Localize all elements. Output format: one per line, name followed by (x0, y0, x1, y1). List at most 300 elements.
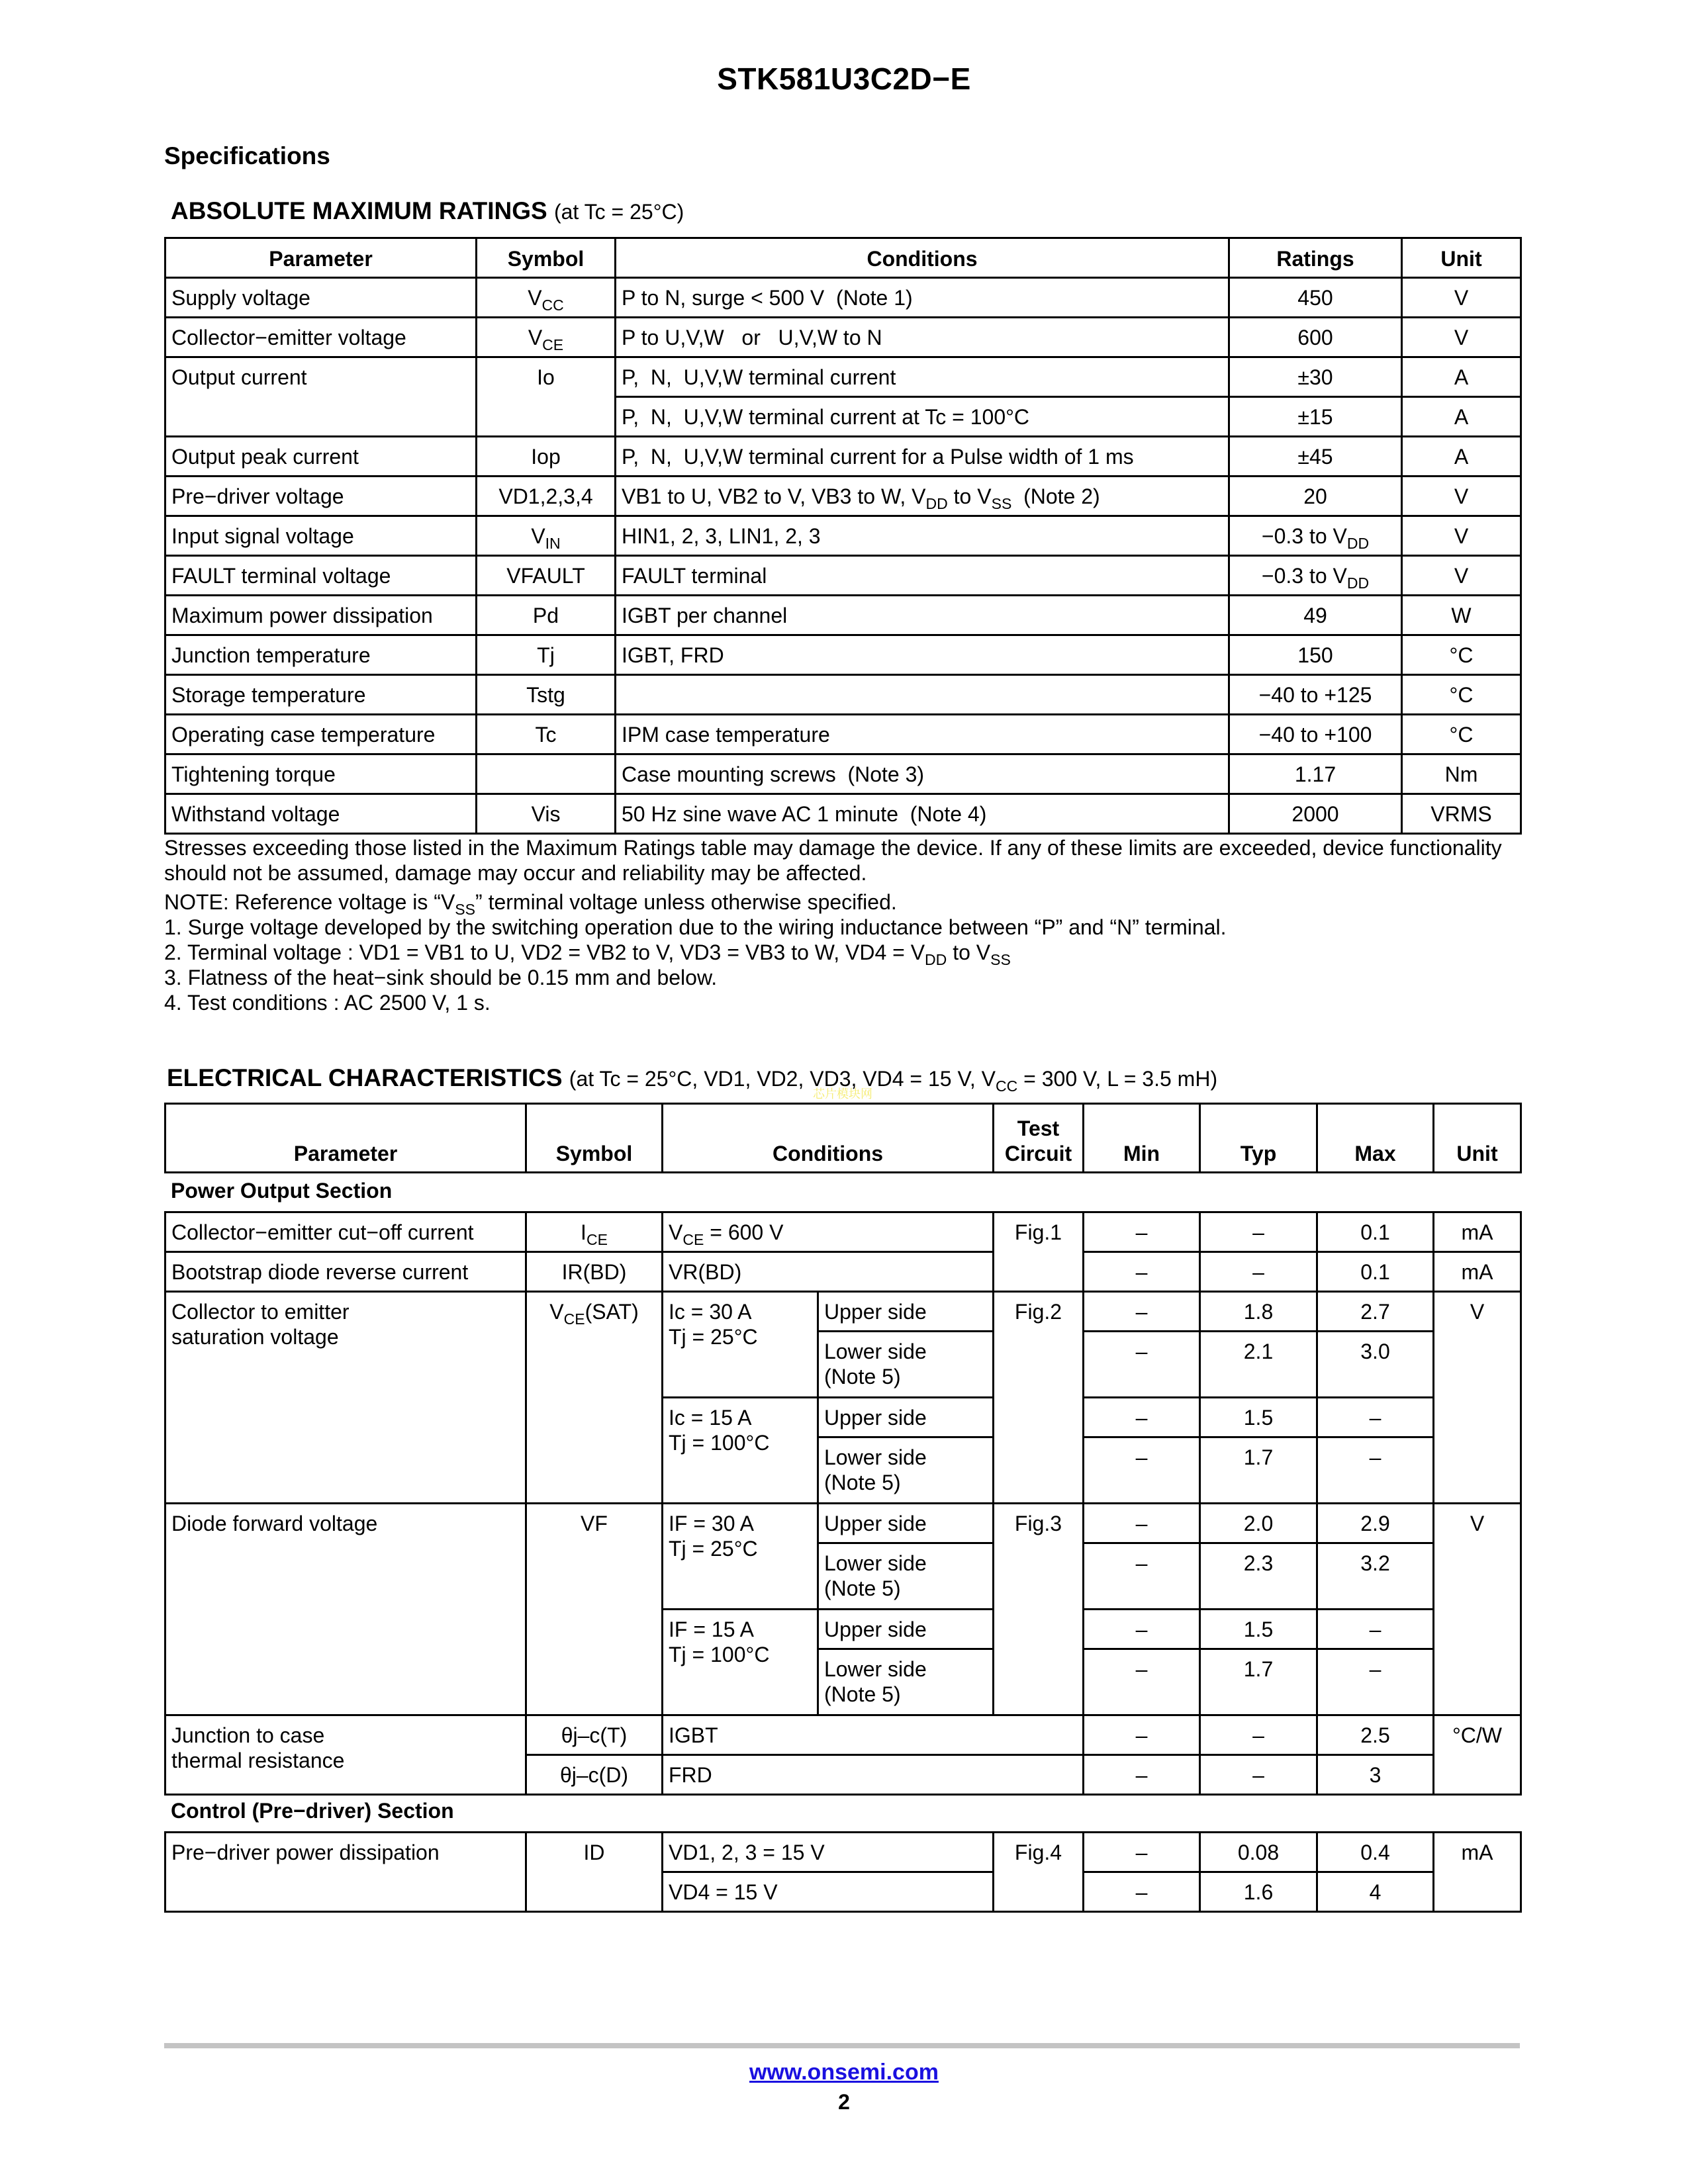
cond-text: (at Tc = 25°C, VD1, VD2, VD3, VD4 = 15 V, V (569, 1067, 996, 1091)
current-condition: Ic = 30 A (669, 1300, 752, 1324)
max-cell: 2.5 (1317, 1715, 1434, 1755)
symbol-cell (477, 675, 616, 715)
rating-cell (1229, 318, 1402, 357)
table-row (165, 675, 1521, 715)
conditions-text: 50 Hz sine wave AC 1 minute (Note 4) (622, 802, 987, 826)
table-row (165, 556, 1521, 596)
symbol-text: I (581, 1220, 586, 1244)
side-text: Lower side (824, 1657, 927, 1681)
abs-max-condition: (at Tc = 25°C) (553, 200, 684, 224)
side-text: Lower side (824, 1340, 927, 1363)
typ-cell: 1.6 (1200, 1872, 1317, 1912)
temperature-condition: Tj = 25°C (669, 1537, 758, 1561)
col-unit: Unit (1434, 1104, 1521, 1173)
table-row (165, 1833, 1521, 1872)
rating-value: −40 to +125 (1258, 683, 1372, 707)
table-row (165, 794, 1521, 834)
table-row (165, 1504, 1521, 1543)
current-condition: Ic = 15 A (669, 1406, 752, 1430)
conditions-text: IGBT per channel (622, 604, 788, 627)
note-sub: SS (990, 951, 1011, 969)
table-row (165, 1252, 1521, 1292)
note-text: NOTE: Reference voltage is “V (164, 890, 455, 914)
side-note: (Note 5) (824, 1576, 901, 1600)
unit-cell: °C/W (1434, 1715, 1521, 1795)
side-cell (818, 1649, 994, 1715)
min-cell: – (1084, 1437, 1200, 1504)
rating-cell (1229, 596, 1402, 635)
parameter-cell: FAULT terminal voltage (165, 556, 477, 596)
table-row (165, 596, 1521, 635)
conditions-cell (616, 318, 1229, 357)
max-cell: 4 (1317, 1872, 1434, 1912)
side-note: (Note 5) (824, 1682, 901, 1706)
conditions-text: P, N, U,V,W terminal current at Tc = 100°C (622, 405, 1030, 429)
min-cell: – (1084, 1252, 1200, 1292)
table-row (165, 1292, 1521, 1332)
conditions-cell (616, 794, 1229, 834)
onsemi-link[interactable]: www.onsemi.com (749, 2060, 939, 2085)
note-3: 3. Flatness of the heat−sink should be 0.15 mm and below. (164, 966, 718, 989)
table-header-row (165, 1104, 1521, 1173)
parameter-cell: Tightening torque (165, 754, 477, 794)
symbol-text: Pd (532, 604, 559, 627)
col-parameter: Parameter (165, 238, 477, 278)
rating-cell (1229, 794, 1402, 834)
conditions-cell: FRD (663, 1755, 1084, 1795)
parameter-cell: Output current (165, 357, 477, 437)
symbol-cell (526, 1212, 663, 1252)
typ-cell: – (1200, 1755, 1317, 1795)
min-cell: – (1084, 1649, 1200, 1715)
symbol-sub: CC (541, 296, 564, 314)
symbol-sub: CE (542, 336, 564, 354)
conditions-text: P to N, surge < 500 V (Note 1) (622, 286, 913, 310)
symbol-cell (526, 1504, 663, 1715)
unit-cell: V (1402, 477, 1521, 516)
symbol-sub: CE (586, 1231, 608, 1249)
rating-value: 1.17 (1294, 762, 1336, 786)
symbol-text: V (528, 286, 542, 310)
typ-cell: 2.3 (1200, 1543, 1317, 1610)
symbol-text: Vis (531, 802, 561, 826)
conditions-cell (616, 357, 1229, 397)
conditions-cell: IGBT (663, 1715, 1084, 1755)
parameter-cell: Storage temperature (165, 675, 477, 715)
max-cell: 0.1 (1317, 1252, 1434, 1292)
unit-cell: °C (1402, 635, 1521, 675)
col-conditions: Conditions (616, 238, 1229, 278)
test-circuit-cell: Fig.2 (994, 1292, 1084, 1504)
symbol-text: Io (537, 365, 555, 389)
parameter-cell (165, 1715, 526, 1795)
unit-cell: VRMS (1402, 794, 1521, 834)
unit-cell: °C (1402, 675, 1521, 715)
conditions-cell (616, 635, 1229, 675)
parameter-cell: Pre−driver voltage (165, 477, 477, 516)
symbol-text: Tstg (526, 683, 565, 707)
min-cell: – (1084, 1610, 1200, 1649)
conditions-cell: VD1, 2, 3 = 15 V (663, 1833, 994, 1872)
parameter-cell: Maximum power dissipation (165, 596, 477, 635)
stress-note: Stresses exceeding those listed in the Maximum Ratings table may damage the device. If any of these limits are exceeded, device functionality should not be assumed, damage may occur and reliability may be affected. (164, 836, 1502, 885)
max-cell: 0.4 (1317, 1833, 1434, 1872)
conditions-cell (616, 715, 1229, 754)
side-cell (818, 1332, 994, 1398)
max-cell: – (1317, 1398, 1434, 1437)
min-cell: – (1084, 1755, 1200, 1795)
conditions-cell (616, 675, 1229, 715)
note-1: 1. Surge voltage developed by the switching operation due to the wiring inductance between “P” and “N” terminal. (164, 915, 1227, 939)
symbol-text: VD1,2,3,4 (498, 484, 593, 508)
symbol-cell (477, 357, 616, 437)
side-text: Upper side (824, 1406, 927, 1430)
unit-cell: A (1402, 397, 1521, 437)
rating-sub: DD (1346, 574, 1370, 592)
conditions-sub: DD (925, 495, 948, 513)
rating-sub: DD (1346, 535, 1370, 553)
abs-max-heading (171, 197, 684, 225)
rating-value: −0.3 to V (1261, 524, 1347, 548)
symbol-text: V (549, 1300, 564, 1324)
symbol-text: V (531, 524, 545, 548)
parameter-text: Collector to emitter (171, 1300, 350, 1324)
unit-cell: V (1402, 556, 1521, 596)
side-text: Upper side (824, 1512, 927, 1535)
typ-cell: – (1200, 1252, 1317, 1292)
parameter-cell: Withstand voltage (165, 794, 477, 834)
side-cell (818, 1504, 994, 1543)
col-typ: Typ (1200, 1104, 1317, 1173)
min-cell: – (1084, 1872, 1200, 1912)
elec-title: ELECTRICAL CHARACTERISTICS (167, 1064, 563, 1091)
min-cell: – (1084, 1833, 1200, 1872)
conditions-text: Case mounting screws (Note 3) (622, 762, 925, 786)
min-cell: – (1084, 1212, 1200, 1252)
side-text: Lower side (824, 1551, 927, 1575)
symbol-cell: θj–c(T) (526, 1715, 663, 1755)
table-row (165, 357, 1521, 397)
symbol-cell (477, 794, 616, 834)
conditions-cell (616, 477, 1229, 516)
unit-cell: °C (1402, 715, 1521, 754)
max-cell: 0.1 (1317, 1212, 1434, 1252)
unit-cell: V (1402, 516, 1521, 556)
min-cell: – (1084, 1715, 1200, 1755)
symbol-cell (477, 715, 616, 754)
symbol-text: Tc (535, 723, 557, 747)
rating-value: 450 (1297, 286, 1333, 310)
parameter-cell: Collector−emitter voltage (165, 318, 477, 357)
condition-group-cell (663, 1398, 818, 1504)
unit-cell: A (1402, 437, 1521, 477)
parameter-text: saturation voltage (171, 1325, 339, 1349)
conditions-text: P, N, U,V,W terminal current (622, 365, 896, 389)
conditions-cell (616, 596, 1229, 635)
typ-cell: 0.08 (1200, 1833, 1317, 1872)
symbol-cell (477, 437, 616, 477)
note-text: 2. Terminal voltage : VD1 = VB1 to U, VD2 = VB2 to V, VD3 = VB3 to W, VD4 = V (164, 940, 925, 964)
elec-header-table (164, 1103, 1522, 1173)
rating-cell (1229, 516, 1402, 556)
rating-cell (1229, 357, 1402, 397)
symbol-cell (477, 278, 616, 318)
footer-divider (164, 2043, 1520, 2048)
max-cell: – (1317, 1649, 1434, 1715)
unit-cell: A (1402, 357, 1521, 397)
table-row (165, 516, 1521, 556)
rating-cell (1229, 635, 1402, 675)
symbol-cell (477, 635, 616, 675)
rating-value: ±15 (1297, 405, 1333, 429)
conditions-text: P to U,V,W or U,V,W to N (622, 326, 882, 349)
max-cell: 2.7 (1317, 1292, 1434, 1332)
parameter-cell (165, 1504, 526, 1715)
symbol-cell: θj–c(D) (526, 1755, 663, 1795)
conditions-text: (Note 2) (1011, 484, 1100, 508)
parameter-cell: Bootstrap diode reverse current (165, 1252, 526, 1292)
parameter-cell: Output peak current (165, 437, 477, 477)
side-text: Lower side (824, 1445, 927, 1469)
symbol-text: Tj (537, 643, 555, 667)
min-cell: – (1084, 1292, 1200, 1332)
power-output-section-heading: Power Output Section (171, 1179, 393, 1203)
footer-link-wrap (0, 2060, 1688, 2085)
conditions-cell (616, 397, 1229, 437)
conditions-cell (616, 437, 1229, 477)
conditions-text: P, N, U,V,W terminal current for a Pulse width of 1 ms (622, 445, 1134, 469)
min-cell: – (1084, 1543, 1200, 1610)
conditions-text: V (669, 1220, 683, 1244)
typ-cell: 1.7 (1200, 1649, 1317, 1715)
col-max: Max (1317, 1104, 1434, 1173)
parameter-cell (165, 1292, 526, 1504)
conditions-text: FAULT terminal (622, 564, 767, 588)
rating-value: 600 (1297, 326, 1333, 349)
parameter-cell: Junction temperature (165, 635, 477, 675)
parameter-cell: Collector−emitter cut−off current (165, 1212, 526, 1252)
table-row (165, 1715, 1521, 1755)
conditions-cell (616, 754, 1229, 794)
abs-max-table (164, 237, 1522, 835)
rating-value: −40 to +100 (1258, 723, 1372, 747)
test-circuit-cell: Fig.4 (994, 1833, 1084, 1912)
max-cell: 2.9 (1317, 1504, 1434, 1543)
temperature-condition: Tj = 100°C (669, 1431, 770, 1455)
conditions-cell (616, 278, 1229, 318)
typ-cell: – (1200, 1212, 1317, 1252)
note-text: ” terminal voltage unless otherwise specified. (475, 890, 897, 914)
cond-sub: CC (996, 1077, 1018, 1095)
conditions-sub: SS (991, 495, 1012, 513)
conditions-cell: VD4 = 15 V (663, 1872, 994, 1912)
unit-cell: mA (1434, 1252, 1521, 1292)
condition-group-cell (663, 1292, 818, 1398)
parameter-cell: Operating case temperature (165, 715, 477, 754)
parameter-text: thermal resistance (171, 1749, 345, 1772)
max-cell: – (1317, 1610, 1434, 1649)
rating-value: 49 (1303, 604, 1327, 627)
side-cell (818, 1292, 994, 1332)
side-cell (818, 1398, 994, 1437)
rating-cell (1229, 437, 1402, 477)
conditions-sub: CE (682, 1231, 704, 1249)
test-circuit-cell: Fig.3 (994, 1504, 1084, 1715)
symbol-text: V (528, 326, 543, 349)
typ-cell: 2.1 (1200, 1332, 1317, 1398)
test-circuit-cell: Fig.1 (994, 1212, 1084, 1292)
max-cell: – (1317, 1437, 1434, 1504)
symbol-cell: IR(BD) (526, 1252, 663, 1292)
parameter-cell: Supply voltage (165, 278, 477, 318)
abs-max-title: ABSOLUTE MAXIMUM RATINGS (171, 197, 547, 224)
notes-block (164, 835, 1528, 1015)
symbol-cell (477, 318, 616, 357)
rating-value: 150 (1297, 643, 1333, 667)
rating-cell (1229, 278, 1402, 318)
unit-cell: Nm (1402, 754, 1521, 794)
conditions-cell: VR(BD) (663, 1252, 994, 1292)
side-note: (Note 5) (824, 1471, 901, 1494)
parameter-text: Junction to case (171, 1723, 325, 1747)
conditions-text: VB1 to U, VB2 to V, VB3 to W, V (622, 484, 926, 508)
col-symbol: Symbol (477, 238, 616, 278)
typ-cell: 1.5 (1200, 1610, 1317, 1649)
min-cell: – (1084, 1332, 1200, 1398)
rating-value: 20 (1303, 484, 1327, 508)
table-row (165, 477, 1521, 516)
rating-value: −0.3 to V (1261, 564, 1347, 588)
note-4: 4. Test conditions : AC 2500 V, 1 s. (164, 991, 491, 1015)
rating-cell (1229, 754, 1402, 794)
note-text: to V (947, 940, 991, 964)
conditions-text: to V (947, 484, 992, 508)
reference-note (164, 889, 1528, 919)
table-row (165, 715, 1521, 754)
symbol-text: Iop (531, 445, 561, 469)
col-unit: Unit (1402, 238, 1521, 278)
table-row (165, 437, 1521, 477)
symbol-sub: CE (563, 1310, 585, 1328)
table-header-row (165, 238, 1521, 278)
table-row (165, 1212, 1521, 1252)
col-min: Min (1084, 1104, 1200, 1173)
side-cell (818, 1543, 994, 1610)
circuit-label: Circuit (1004, 1142, 1072, 1165)
conditions-text: HIN1, 2, 3, LIN1, 2, 3 (622, 524, 821, 548)
unit-cell: mA (1434, 1833, 1521, 1912)
conditions-cell (616, 556, 1229, 596)
rating-value: 2000 (1291, 802, 1339, 826)
side-cell (818, 1437, 994, 1504)
current-condition: IF = 30 A (669, 1512, 754, 1535)
col-symbol: Symbol (526, 1104, 663, 1173)
symbol-cell (477, 516, 616, 556)
side-note: (Note 5) (824, 1365, 901, 1388)
symbol-cell (477, 596, 616, 635)
note-2 (164, 940, 1528, 969)
conditions-cell (616, 516, 1229, 556)
col-conditions: Conditions (663, 1104, 994, 1173)
symbol-cell (526, 1292, 663, 1504)
unit-cell: V (1402, 318, 1521, 357)
rating-cell (1229, 477, 1402, 516)
typ-cell: 1.8 (1200, 1292, 1317, 1332)
table-row (165, 318, 1521, 357)
condition-group-cell (663, 1504, 818, 1610)
col-parameter: Parameter (165, 1104, 526, 1173)
parameter-cell: Pre−driver power dissipation (165, 1833, 526, 1912)
symbol-sub: IN (545, 535, 561, 553)
parameter-text: Diode forward voltage (171, 1512, 378, 1535)
max-cell: 3.2 (1317, 1543, 1434, 1610)
specifications-heading: Specifications (164, 142, 330, 169)
control-table (164, 1831, 1522, 1913)
col-ratings: Ratings (1229, 238, 1402, 278)
side-text: Upper side (824, 1300, 927, 1324)
rating-value: ±45 (1297, 445, 1333, 469)
cond-text: = 300 V, L = 3.5 mH) (1017, 1067, 1218, 1091)
rating-value: ±30 (1297, 365, 1333, 389)
page-number: 2 (838, 2090, 850, 2114)
temperature-condition: Tj = 25°C (669, 1325, 758, 1349)
typ-cell: 2.0 (1200, 1504, 1317, 1543)
rating-cell (1229, 715, 1402, 754)
conditions-text: IGBT, FRD (622, 643, 724, 667)
table-row (165, 635, 1521, 675)
typ-cell: – (1200, 1715, 1317, 1755)
note-sub: DD (925, 951, 947, 969)
max-cell: 3.0 (1317, 1332, 1434, 1398)
rating-cell (1229, 556, 1402, 596)
control-section-heading: Control (Pre−driver) Section (171, 1799, 454, 1823)
symbol-cell: ID (526, 1833, 663, 1912)
rating-cell (1229, 397, 1402, 437)
symbol-cell (477, 556, 616, 596)
conditions-text: IPM case temperature (622, 723, 830, 747)
unit-cell: V (1434, 1504, 1521, 1715)
note-sub: SS (455, 901, 476, 919)
current-condition: IF = 15 A (669, 1617, 754, 1641)
condition-group-cell (663, 1610, 818, 1715)
temperature-condition: Tj = 100°C (669, 1643, 770, 1666)
typ-cell: 1.7 (1200, 1437, 1317, 1504)
conditions-text: = 600 V (704, 1220, 784, 1244)
unit-cell: V (1402, 278, 1521, 318)
document-title: STK581U3C2D−E (717, 62, 971, 96)
table-row (165, 754, 1521, 794)
test-label: Test (1017, 1116, 1060, 1140)
unit-cell: mA (1434, 1212, 1521, 1252)
power-output-table (164, 1211, 1522, 1796)
unit-cell: V (1434, 1292, 1521, 1504)
min-cell: – (1084, 1398, 1200, 1437)
typ-cell: 1.5 (1200, 1398, 1317, 1437)
symbol-cell (477, 754, 616, 794)
symbol-text: VF (581, 1512, 608, 1535)
max-cell: 3 (1317, 1755, 1434, 1795)
symbol-text: (SAT) (585, 1300, 639, 1324)
col-test-circuit (994, 1104, 1084, 1173)
unit-cell: W (1402, 596, 1521, 635)
symbol-text: VFAULT (506, 564, 585, 588)
rating-cell (1229, 675, 1402, 715)
watermark-text: 芯片模块网 (813, 1087, 872, 1101)
table-row (165, 278, 1521, 318)
parameter-cell: Input signal voltage (165, 516, 477, 556)
min-cell: – (1084, 1504, 1200, 1543)
side-text: Upper side (824, 1617, 927, 1641)
